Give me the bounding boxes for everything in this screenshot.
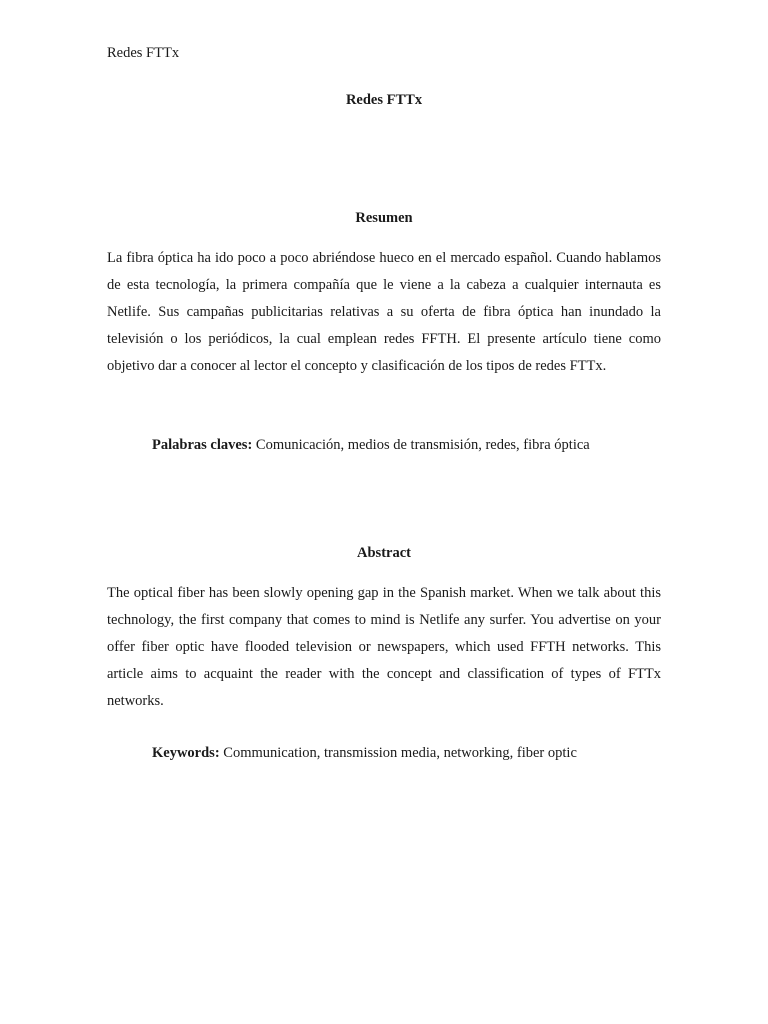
keywords-line [152, 745, 577, 762]
abstract-paragraph: The optical fiber has been slowly opening gap in the Spanish market. When we talk about this technology, the first company that comes to mind is Netlife any surfer. You advertise on your offer fiber optic have flooded television or newspapers, which used FFTH networks. This article aims to acquaint the reader with the concept and classification of types of FTTx networks. [107, 585, 661, 709]
palabras-claves-text: Comunicación, medios de transmisión, redes, fibra óptica [252, 437, 590, 453]
running-head: Redes FTTx [107, 45, 180, 61]
keywords-text: Communication, transmission media, networking, fiber optic [219, 745, 577, 761]
palabras-claves-line [152, 437, 590, 454]
keywords-label: Keywords: [152, 745, 220, 761]
page-title: Redes FTTx [345, 92, 423, 108]
abstract-heading: Abstract [357, 545, 411, 561]
resumen-paragraph: La fibra óptica ha ido poco a poco abriéndose hueco en el mercado español. Cuando hablamos de esta tecnología, la primera compañía que le viene a la cabeza a cualquier internauta es Netlife. Sus campañas publicitarias relativas a su oferta de fibra óptica han inundado la televisión o los periódicos, la cual emplean redes FFTH. El presente artículo tiene como objetivo dar a conocer al lector el concepto y clasificación de los tipos de redes FTTx. [107, 250, 661, 374]
resumen-heading: Resumen [355, 210, 413, 226]
palabras-claves-label: Palabras claves: [152, 437, 253, 453]
